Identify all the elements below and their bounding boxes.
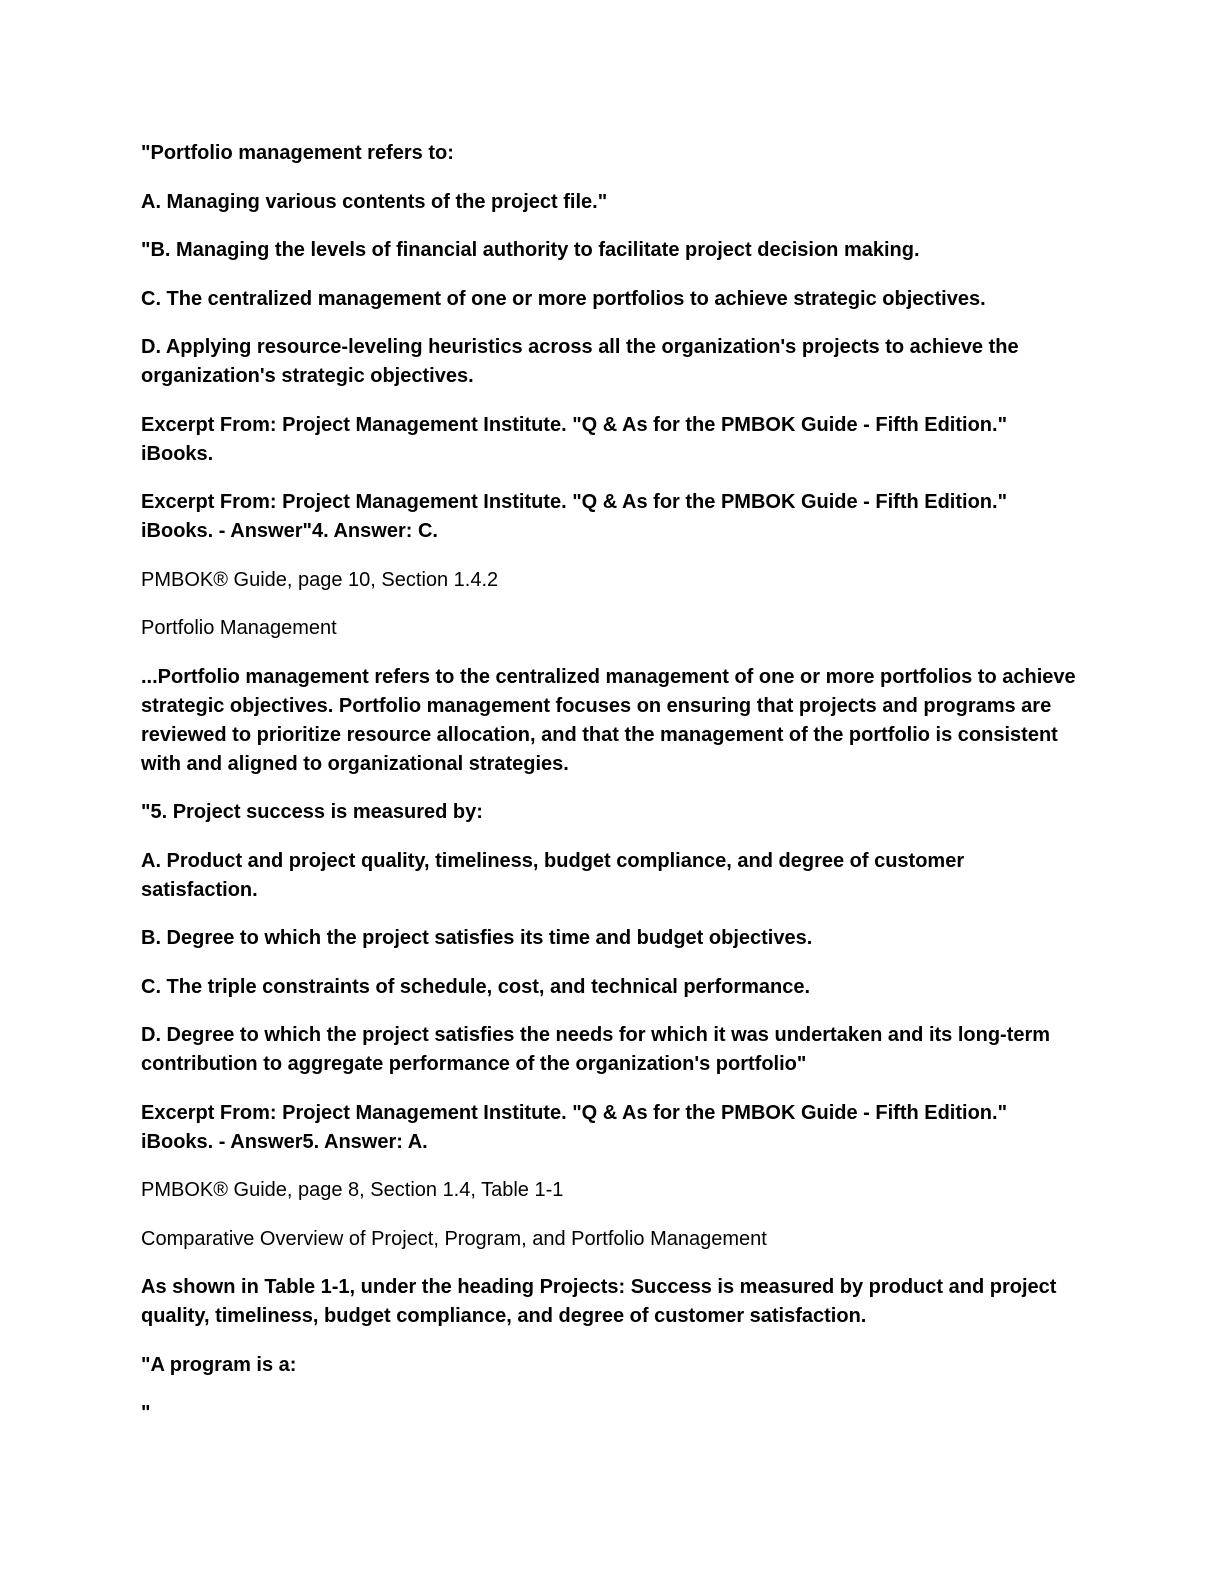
pmbok-reference-4: PMBOK® Guide, page 10, Section 1.4.2 xyxy=(141,568,499,591)
question-5-prompt: "5. Project success is measured by: xyxy=(141,801,483,823)
question-4-option-d: D. Applying resource-leveling heuristics across all the organization's projects to achieve the organization's strategic objectives. xyxy=(141,336,1019,387)
excerpt-answer-5: Excerpt From: Project Management Institute. "Q & As for the PMBOK Guide - Fifth Edition." iBooks. - Answer5. Answer: A. xyxy=(141,1101,1008,1153)
question-4-prompt: "Portfolio management refers to: xyxy=(141,142,454,164)
question-5-option-c: C. The triple constraints of schedule, cost, and technical performance. xyxy=(141,975,811,998)
excerpt-answer-4: Excerpt From: Project Management Institute. "Q & As for the PMBOK Guide - Fifth Edition." iBooks. - Answer"4. Answer: C. xyxy=(141,491,1008,542)
answer-5-explanation: As shown in Table 1-1, under the heading Projects: Success is measured by product and project quality, timeliness, budget compliance, and degree of customer satisfaction. xyxy=(141,1276,1057,1327)
question-6-prompt: "A program is a: xyxy=(141,1353,297,1376)
question-5-option-b: B. Degree to which the project satisfies its time and budget objectives. xyxy=(141,927,813,949)
question-5-option-a: A. Product and project quality, timeliness, budget compliance, and degree of customer satisfaction. xyxy=(141,849,965,901)
document-body xyxy=(141,139,1076,1448)
question-5-option-d: D. Degree to which the project satisfies the needs for which it was undertaken and its long-term contribution to aggregate performance of the organization's portfolio" xyxy=(141,1024,1051,1075)
question-4-option-c: C. The centralized management of one or more portfolios to achieve strategic objectives. xyxy=(141,287,986,310)
section-heading-comparative-overview: Comparative Overview of Project, Program, and Portfolio Management xyxy=(141,1227,767,1250)
pmbok-reference-5: PMBOK® Guide, page 8, Section 1.4, Table 1-1 xyxy=(141,1179,564,1201)
trailing-quote: " xyxy=(141,1402,151,1424)
section-heading-portfolio-management: Portfolio Management xyxy=(141,617,337,639)
question-4-option-a: A. Managing various contents of the project file." xyxy=(141,190,608,213)
excerpt-citation: Excerpt From: Project Management Institute. "Q & As for the PMBOK Guide - Fifth Edition." iBooks. xyxy=(141,413,1008,465)
answer-4-explanation: ...Portfolio management refers to the centralized management of one or more portfolios to achieve strategic objectives. Portfolio management focuses on ensuring that projects and programs are reviewed to prioritize resource allocation, and that the management of the portfolio is consistent with and aligned to organizational strategies. xyxy=(141,665,1076,775)
question-4-option-b: "B. Managing the levels of financial authority to facilitate project decision making. xyxy=(141,239,920,261)
